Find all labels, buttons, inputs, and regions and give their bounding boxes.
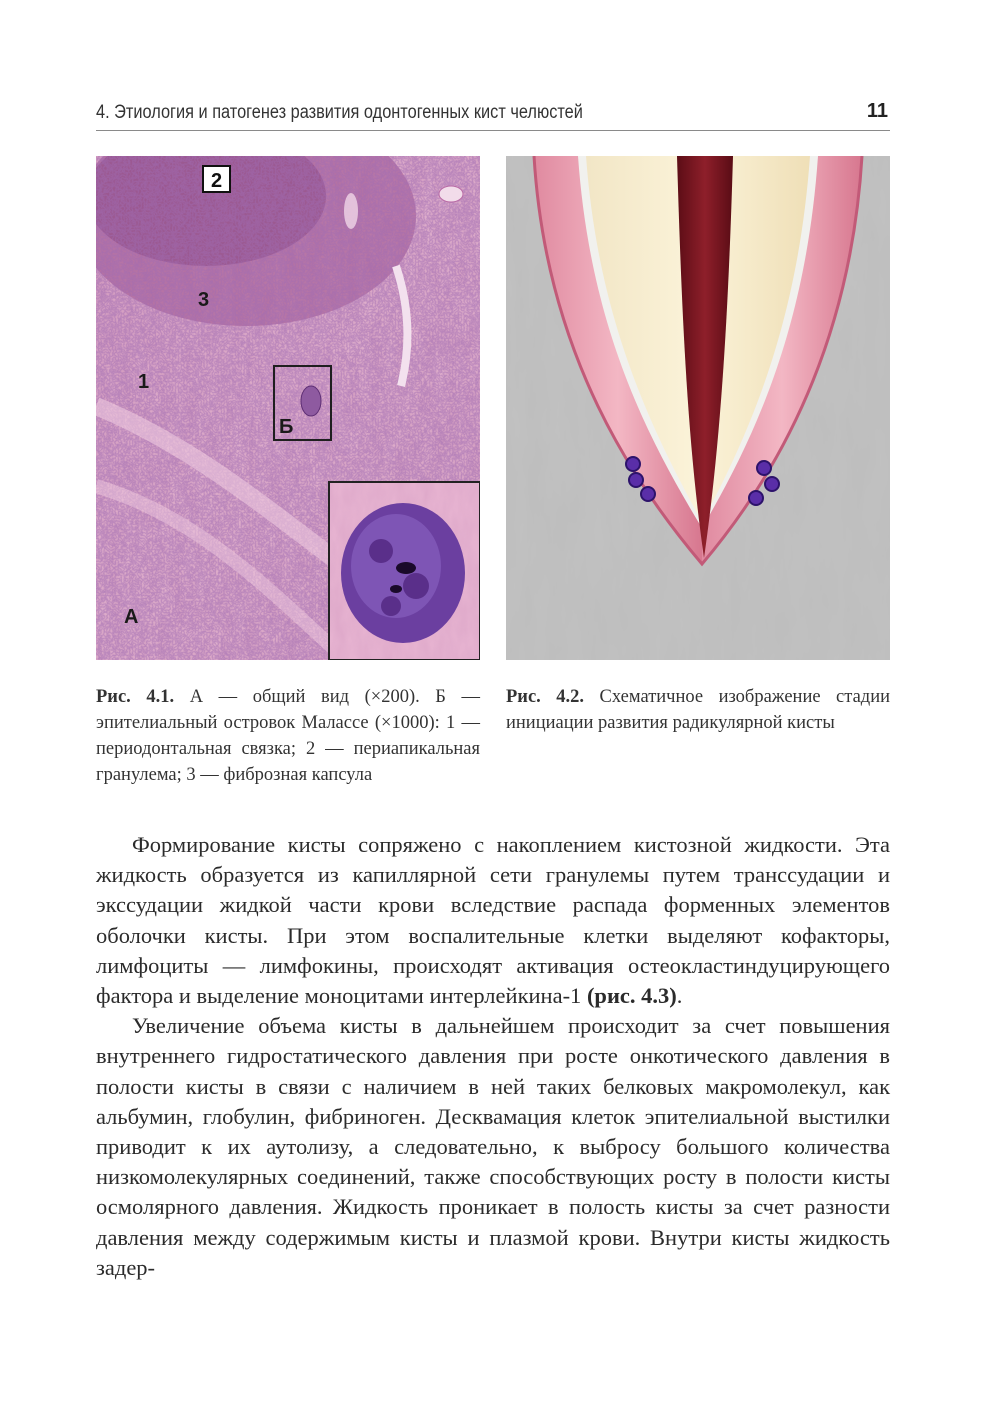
paragraph-1-end: .: [676, 983, 683, 1009]
marker-b: Б: [279, 416, 294, 438]
figure-reference: (рис. 4.3): [586, 983, 677, 1009]
paragraph-1: [96, 830, 890, 1011]
figure-4-1-caption: [96, 684, 480, 788]
paragraph-2: Увеличение объема кисты в дальнейшем происходит за счет повышения внутреннего гидростатического давления при росте онкотического давления в полости кисты в связи с наличием в ней таких белковых макромолекул, как альбумин, глобулин, фибриноген. Десквамация клеток эпителиальной выстилки приводит к их аутолизу, а следовательно, к выбросу большого количества низкомолекулярных соединений, также способствующих росту в полости кисты осмолярного давления. Жидкость проникает в полость кисты за счет разности давления между содержимым кисты и плазмой крови. Внутри кисты жидкость задер-: [96, 1013, 890, 1280]
figure-4-2-caption: [506, 684, 890, 736]
caption-label: Рис. 4.2.: [506, 687, 585, 707]
marker-1: 1: [138, 371, 150, 393]
marker-2: [203, 166, 230, 192]
caption-label: Рис. 4.1.: [96, 687, 175, 707]
figure-4-2-schematic-image: [506, 156, 890, 660]
running-header: [96, 100, 890, 130]
caption-text: Схематичное изображение стадии инициации развития радикулярной кисты: [506, 687, 890, 733]
paragraph-1-text: Формирование кисты сопряжено с накоплением кистозной жидкости. Эта жидкость образуется из капиллярной сети гранулемы путем транссудации и экссудации жидкой части крови вследствие распада форменных элементов оболочки кисты. При этом воспалительные клетки выделяют кофакторы, лимфоциты — лимфокины, происходят активация остеокластиндуцирующего фактора и выделение моноцитами интерлейкина-1: [96, 832, 890, 1009]
svg-text:2: 2: [210, 170, 223, 192]
header-divider: [96, 130, 890, 131]
marker-a: А: [124, 606, 139, 628]
page-number: 11: [866, 100, 888, 122]
body-text: [96, 830, 890, 1283]
marker-3: 3: [198, 289, 210, 311]
chapter-title: 4. Этиология и патогенез развития одонтогенных кист челюстей: [96, 102, 583, 123]
caption-text: А — общий вид (×200). Б — эпителиальный островок Малассе (×1000): 1 — периодонтальная связка; 2 — периапикальная гранулема; 3 — фиброзная капсула: [96, 687, 481, 785]
islet-inset: [329, 482, 480, 660]
figure-4-1-histology-image: [96, 156, 480, 660]
